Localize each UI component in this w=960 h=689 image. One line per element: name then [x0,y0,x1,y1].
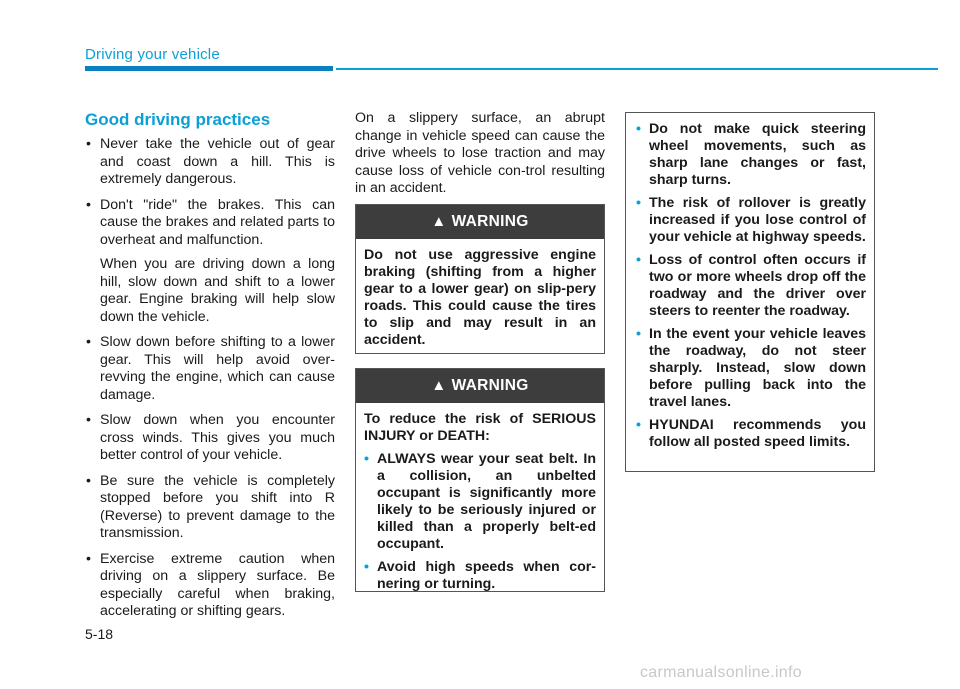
list-item [85,473,335,543]
list-item: • In the event your vehicle leaves the roadway, do not steer sharply. Instead, slow down before pulling back into the travel lanes. [636,326,866,411]
list-item-text: Slow down when you encounter cross winds. This gives you much better control of your vehicle. [100,412,335,463]
list-item-text: Be sure the vehicle is completely stopped before you shift into R (Reverse) to prevent damage to the transmission. [100,472,335,541]
list-item: • Loss of control often occurs if two or more wheels drop off the roadway and the driver over steers to reenter the roadway. [636,252,866,320]
list-item: • Avoid high speeds when cor-nering or turning. [364,559,596,593]
watermark: carmanualsonline.info [640,664,802,681]
list-item-text: Don't "ride" the brakes. This can cause the brakes and related parts to overheat and malfunction. [100,196,335,248]
warning-label: WARNING [451,377,529,394]
list-item: • The risk of rollover is greatly increased if you lose control of your vehicle at highway speeds. [636,195,866,246]
practices-list [85,136,335,621]
section-title: Driving your vehicle [85,46,220,63]
list-item: • Do not make quick steering wheel movements, such as sharp lane changes or fast, sharp turns. [636,121,866,189]
slippery-surface-paragraph: On a slippery surface, an abrupt change in vehicle speed can cause the drive wheels to lose traction and may cause loss of vehicle con-trol resulting in an accident. [355,110,605,196]
warning-body [356,403,604,609]
warning-triangle-icon: ▲ [431,213,447,230]
list-item-text: Exercise extreme caution when driving on a slippery surface. Be especially careful when braking, accelerating or shifting gears. [100,550,335,619]
warning-box-engine-braking [355,204,605,354]
list-item [85,551,335,621]
warning-continuation-box [625,112,875,472]
list-item-text: Slow down before shifting to a lower gear. This will help avoid over-revving the engine, which can cause damage. [100,334,335,403]
warning-text: Do not use aggressive engine braking (shifting from a higher gear to a lower gear) on slip-pery roads. This could cause the tires to slip and may result in an accident. [364,247,596,348]
left-column [85,110,335,629]
warning-body [356,239,604,365]
list-item-text: Never take the vehicle out of gear and coast down a hill. This is extremely dangerous. [100,136,335,187]
list-item [85,334,335,404]
warning-body [626,113,874,465]
warning-label: WARNING [451,213,529,230]
warning-box-serious-injury [355,368,605,592]
list-item [85,412,335,465]
list-item [85,197,335,327]
warning-header [356,369,604,403]
header-bar [85,66,333,71]
list-item-extra: When you are driving down a long hill, slow down and shift to a lower gear. Engine braking will help slow down the vehicle. [100,256,335,325]
middle-column [355,110,605,198]
warning-list [636,121,866,451]
list-item: • HYUNDAI recommends you follow all posted speed limits. [636,417,866,451]
list-item: • ALWAYS wear your seat belt. In a collision, an unbelted occupant is significantly more likely to be seriously injured or killed than a properly belt-ed occupant. [364,451,596,553]
section-heading: Good driving practices [85,110,271,129]
warning-list [364,451,596,593]
warning-triangle-icon: ▲ [431,377,447,394]
warning-intro: To reduce the risk of SERIOUS INJURY or DEATH: [364,411,596,444]
header-rule [336,68,938,70]
warning-header [356,205,604,239]
page-number: 5-18 [85,626,114,642]
list-item [85,136,335,189]
